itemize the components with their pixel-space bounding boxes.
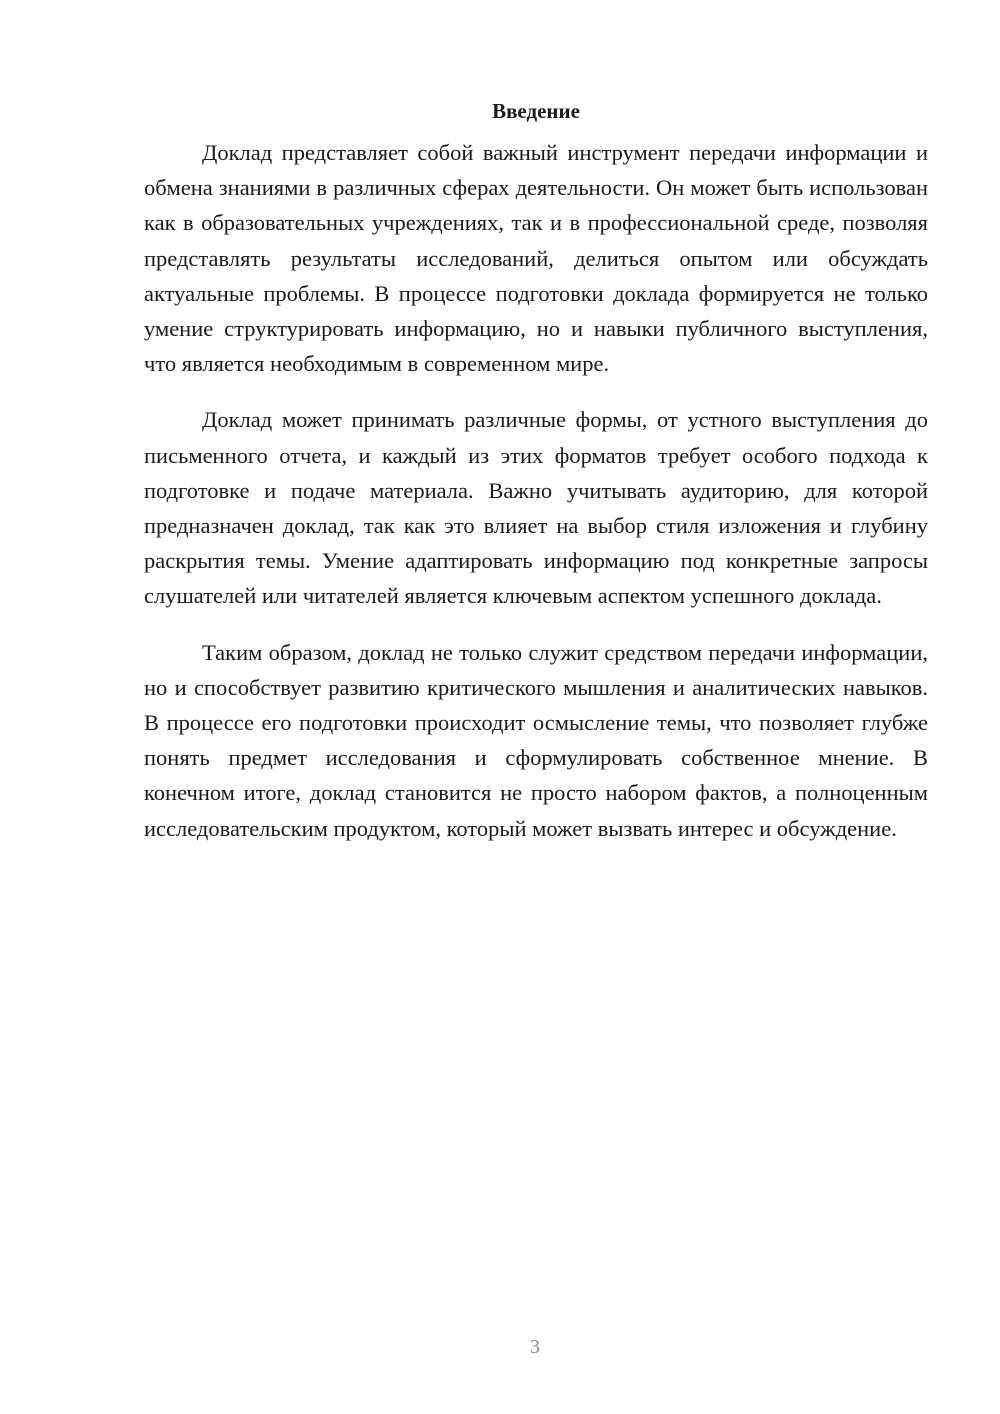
paragraph-2: Доклад может принимать различные формы, от устного выступления до письменного отчета, и каждый из этих форматов требует особого подхода к подготовке и подаче материала. Важно учитывать аудиторию, для которой предназначен доклад, так как это влияет на выбор стиля изложения и глубину раскрытия темы. Умение адаптировать информацию под конкретные запросы слушателей или читателей является ключевым аспектом успешного доклада. <box>144 407 928 609</box>
paragraph-1: Доклад представляет собой важный инструмент передачи информации и обмена знаниями в различных сферах деятельности. Он может быть использован как в образовательных учреждениях, так и в профессиональной среде, позволяя представлять результаты исследований, делиться опытом или обсуждать актуальные проблемы. В процессе подготовки доклада формируется не только умение структурировать информацию, но и навыки публичного выступления, что является необходимым в современном мире. <box>144 140 928 377</box>
page-number: 3 <box>530 1336 540 1358</box>
paragraph-3: Таким образом, доклад не только служит средством передачи информации, но и способствует развитию критического мышления и аналитических навыков. В процессе его подготовки происходит осмысление темы, что позволяет глубже понять предмет исследования и сформулировать собственное мнение. В конечном итоге, доклад становится не просто набором фактов, а полноценным исследовательским продуктом, который может вызвать интерес и обсуждение. <box>144 639 928 841</box>
section-heading: Введение <box>492 99 580 123</box>
page-content <box>144 93 928 867</box>
